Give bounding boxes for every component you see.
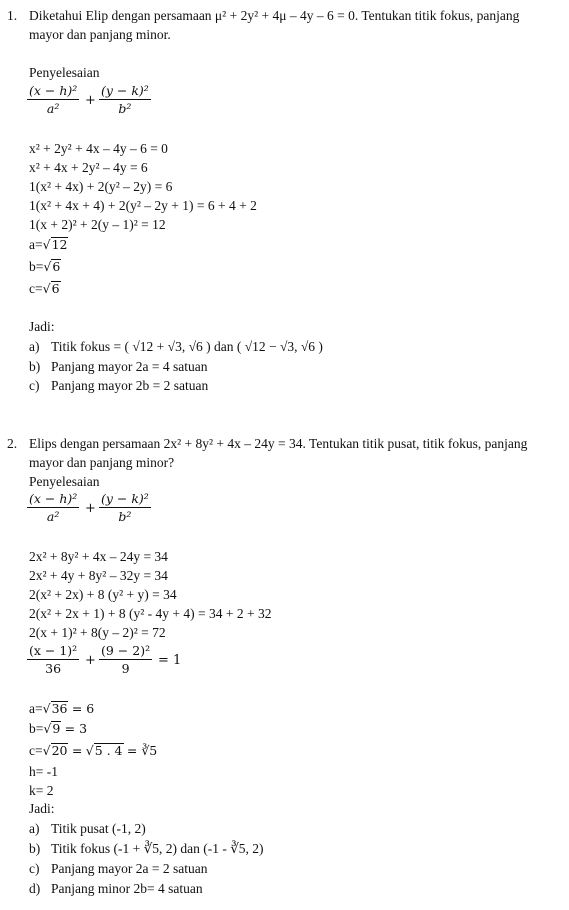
question-text-line: Elips dengan persamaan 2x² + 8y² + 4x – 24y = 34. Tentukan titik pusat, titik fokus, panjang xyxy=(29,436,528,451)
sqrt-icon: √ xyxy=(42,281,51,296)
question-number: 2. xyxy=(7,436,18,451)
answer-text: Titik fokus (-1 + ∛5, 2) dan (-1 - ∛5, 2) xyxy=(51,841,264,856)
value-label: b= xyxy=(29,721,44,736)
solution-step: 2(x² + 2x) + 8 (y² + y) = 34 xyxy=(29,587,177,602)
value-result: = 3 xyxy=(64,721,88,736)
answer-text: Titik pusat (-1, 2) xyxy=(51,821,146,836)
value-c xyxy=(29,280,61,298)
fraction-numerator: (y − k)² xyxy=(101,83,149,98)
solution-step: 2x² + 8y² + 4x – 24y = 34 xyxy=(29,549,168,564)
sqrt-icon: √ xyxy=(43,721,52,736)
fraction-numerator: (x − h)² xyxy=(29,83,78,98)
radicand: 5 . 4 xyxy=(94,743,123,758)
answer-text: Panjang mayor 2b = 2 satuan xyxy=(51,378,209,393)
radicand: 6 xyxy=(51,281,60,296)
value-label: c= xyxy=(29,743,43,758)
solution-heading: Penyelesaian xyxy=(29,474,100,489)
answer-marker: c) xyxy=(29,378,40,393)
fraction-numerator: (x − 1)² xyxy=(29,643,78,658)
solution-step: 1(x² + 4x + 4) + 2(y² – 2y + 1) = 6 + 4 + 2 xyxy=(29,198,257,213)
ellipse-formula-x-fraction xyxy=(27,82,79,117)
solution-step: 2(x² + 2x + 1) + 8 (y² - 4y + 4) = 34 + 2 + 32 xyxy=(29,606,272,621)
solution-step: 1(x + 2)² + 2(y – 1)² = 12 xyxy=(29,217,166,232)
answer-marker: d) xyxy=(29,881,41,896)
radicand: 20 xyxy=(51,743,68,758)
value-label: a= xyxy=(29,237,43,252)
sqrt-icon: √ xyxy=(43,259,52,274)
solution-heading: Penyelesaian xyxy=(29,65,100,80)
fraction-numerator: (y − k)² xyxy=(101,491,149,506)
conclusion-heading: Jadi: xyxy=(29,319,55,334)
sqrt-icon: √ xyxy=(42,237,51,252)
solution-step: 1(x² + 4x) + 2(y² – 2y) = 6 xyxy=(29,179,173,194)
value-a xyxy=(29,236,68,254)
value-label: c= xyxy=(29,281,43,296)
value-result: = ∛5 xyxy=(126,743,158,758)
conclusion-heading: Jadi: xyxy=(29,801,55,816)
plus-sign: + xyxy=(85,653,96,668)
standard-form-y-fraction xyxy=(99,642,152,677)
value-result: = 6 xyxy=(71,701,95,716)
fraction-numerator: (9 − 2)² xyxy=(101,643,151,658)
answer-marker: b) xyxy=(29,359,41,374)
value-k: k= 2 xyxy=(29,783,54,798)
value-label: a= xyxy=(29,701,43,716)
answer-marker: b) xyxy=(29,841,41,856)
question-number: 1. xyxy=(7,8,18,23)
question-text-line: mayor dan panjang minor? xyxy=(29,455,175,470)
answer-text: Titik fokus = ( √12 + √3, √6 ) dan ( √12 − √3, √6 ) xyxy=(51,339,323,354)
solution-step: x² + 4x + 2y² – 4y = 6 xyxy=(29,160,148,175)
fraction-denominator: b² xyxy=(118,509,132,524)
solution-step: 2(x + 1)² + 8(y – 2)² = 72 xyxy=(29,625,166,640)
fraction-numerator: (x − h)² xyxy=(29,491,78,506)
answer-marker: a) xyxy=(29,339,40,354)
value-c xyxy=(29,742,157,760)
value-label: b= xyxy=(29,259,44,274)
value-a xyxy=(29,700,94,718)
fraction-denominator: 9 xyxy=(121,661,130,676)
radicand: 9 xyxy=(52,721,61,736)
ellipse-formula-y-fraction xyxy=(99,82,151,117)
radicand: 36 xyxy=(51,701,68,716)
ellipse-formula-y-fraction xyxy=(99,490,151,525)
solution-step: x² + 2y² + 4x – 4y – 6 = 0 xyxy=(29,141,168,156)
question-text-line: mayor dan panjang minor. xyxy=(29,27,171,42)
fraction-denominator: a² xyxy=(46,101,60,116)
fraction-denominator: b² xyxy=(118,101,132,116)
value-b xyxy=(29,258,61,276)
radicand: 12 xyxy=(51,237,68,252)
radicand: 6 xyxy=(52,259,61,274)
sqrt-icon: √ xyxy=(42,701,51,716)
answer-marker: a) xyxy=(29,821,40,836)
plus-sign: + xyxy=(85,501,96,516)
equation-rhs: = 1 xyxy=(158,653,182,668)
value-b xyxy=(29,720,87,738)
answer-marker: c) xyxy=(29,861,40,876)
answer-text: Panjang mayor 2a = 2 satuan xyxy=(51,861,208,876)
fraction-denominator: a² xyxy=(46,509,60,524)
answer-text: Panjang mayor 2a = 4 satuan xyxy=(51,359,208,374)
ellipse-formula-x-fraction xyxy=(27,490,79,525)
plus-sign: + xyxy=(85,93,96,108)
sqrt-icon: √ xyxy=(85,743,94,758)
question-text-line: Diketahui Elip dengan persamaan μ² + 2y² + 4μ – 4y – 6 = 0. Tentukan titik fokus, panjang xyxy=(29,8,520,23)
answer-text: Panjang minor 2b= 4 satuan xyxy=(51,881,203,896)
value-h: h= -1 xyxy=(29,764,58,779)
fraction-denominator: 36 xyxy=(45,661,62,676)
equals-sign: = xyxy=(71,743,83,758)
solution-step: 2x² + 4y + 8y² – 32y = 34 xyxy=(29,568,168,583)
sqrt-icon: √ xyxy=(42,743,51,758)
standard-form-x-fraction xyxy=(27,642,79,677)
